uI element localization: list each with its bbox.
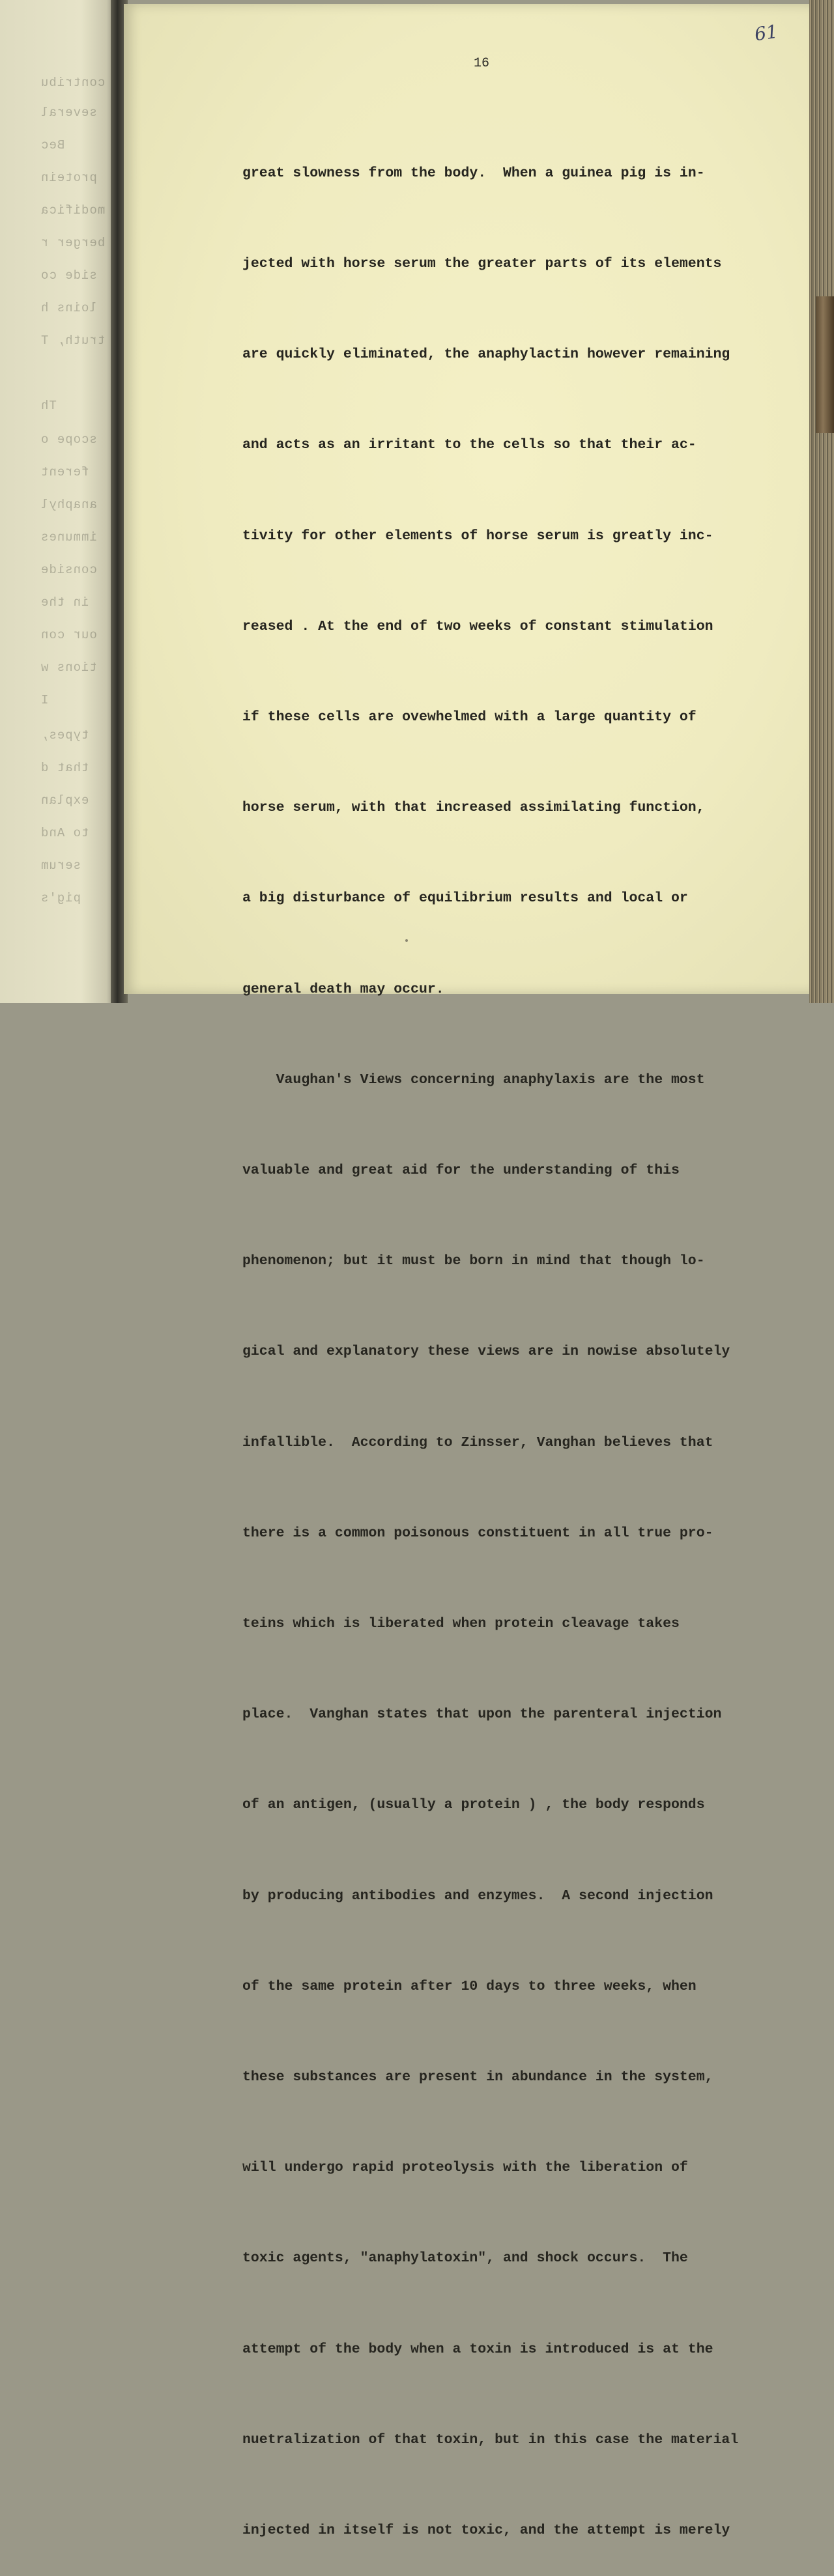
left-fragment: types, xyxy=(40,728,89,743)
text-line: injected in itself is not toxic, and the attempt is merely xyxy=(242,2523,730,2539)
left-fragment: pig's xyxy=(40,891,81,905)
left-fragment: in the xyxy=(40,595,89,610)
text-line: of an antigen, (usually a protein ) , the body responds xyxy=(242,1797,705,1813)
page-edge-stack xyxy=(809,0,834,1003)
paper-speck xyxy=(405,939,408,942)
left-fragment: berger r xyxy=(40,236,106,250)
text-line: teins which is liberated when protein cleavage takes xyxy=(242,1616,680,1632)
text-line: great slowness from the body. When a guinea pig is in- xyxy=(242,165,705,181)
text-line: jected with horse serum the greater parts of its elements xyxy=(242,256,722,272)
text-line: nuetralization of that toxin, but in this case the material xyxy=(242,2431,739,2448)
text-line: gical and explanatory these views are in nowise absolutely xyxy=(242,1344,730,1360)
text-line: will undergo rapid proteolysis with the liberation of xyxy=(242,2160,688,2176)
left-fragment: ferent xyxy=(40,465,89,479)
text-line: tivity for other elements of horse serum is greatly inc- xyxy=(242,528,713,544)
typed-body-text xyxy=(242,98,809,2576)
left-fragment: Th xyxy=(40,399,57,413)
left-fragment: explan xyxy=(40,793,89,808)
left-fragment: several xyxy=(40,106,97,120)
left-fragment: contribu xyxy=(40,76,106,90)
left-fragment: protein xyxy=(40,171,97,185)
left-fragment: tions w xyxy=(40,660,97,675)
left-fragment: modifica xyxy=(40,203,106,218)
left-page-bleed-through xyxy=(0,0,116,1003)
text-line: attempt of the body when a toxin is introduced is at the xyxy=(242,2341,713,2357)
text-line: reased . At the end of two weeks of constant stimulation xyxy=(242,618,713,634)
text-line: these substances are present in abundance in the system, xyxy=(242,2069,713,2086)
text-line: general death may occur. xyxy=(242,981,444,997)
text-line: valuable and great aid for the understanding of this xyxy=(242,1163,680,1179)
text-line: are quickly eliminated, the anaphylactin however remaining xyxy=(242,347,730,363)
text-line: Vaughan's Views concerning anaphylaxis are the most xyxy=(242,1071,705,1088)
left-fragment: that d xyxy=(40,761,89,775)
text-line: of the same protein after 10 days to three weeks, when xyxy=(242,1978,697,1994)
handwritten-folio: 61 xyxy=(753,20,779,46)
text-line: toxic agents, "anaphylatoxin", and shock occurs. The xyxy=(242,2250,688,2267)
text-line: infallible. According to Zinsser, Vanghan believes that xyxy=(242,1434,713,1451)
page-number: 16 xyxy=(474,56,490,71)
index-tabs xyxy=(816,296,834,433)
left-fragment: I xyxy=(40,693,49,707)
text-line: there is a common poisonous constituent in all true pro- xyxy=(242,1525,713,1541)
text-line: and acts as an irritant to the cells so that their ac- xyxy=(242,437,697,453)
left-fragment: truth, T xyxy=(40,333,106,348)
left-fragment: Bec xyxy=(40,138,65,152)
text-line: horse serum, with that increased assimilating function, xyxy=(242,800,705,816)
left-fragment: loins h xyxy=(40,301,97,315)
text-line: place. Vanghan states that upon the parenteral injection xyxy=(242,1706,722,1723)
left-fragment: our con xyxy=(40,628,97,642)
left-fragment: side co xyxy=(40,268,97,283)
text-line: by producing antibodies and enzymes. A second injection xyxy=(242,1888,713,1904)
text-line: phenomenon; but it must be born in mind that though lo- xyxy=(242,1253,705,1269)
left-fragment: serum xyxy=(40,858,81,873)
left-fragment: anaphyl xyxy=(40,498,97,512)
left-fragment: scope o xyxy=(40,432,97,447)
left-fragment: conside xyxy=(40,563,97,577)
text-line: if these cells are ovewhelmed with a large quantity of xyxy=(242,709,697,726)
left-fragment: immunes xyxy=(40,530,97,545)
text-line: a big disturbance of equilibrium results and local or xyxy=(242,890,688,907)
left-fragment: to And xyxy=(40,826,89,840)
